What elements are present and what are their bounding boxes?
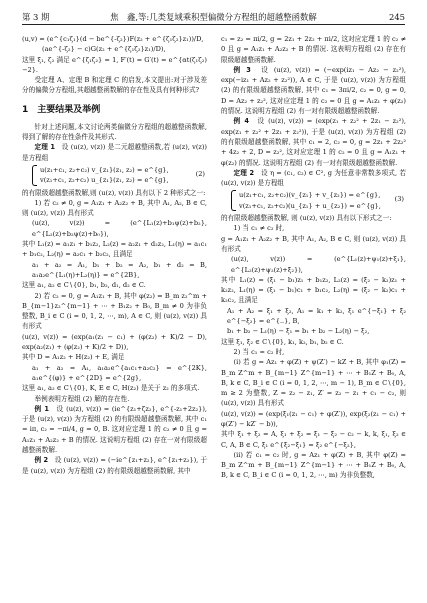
equation-2	[22, 164, 207, 187]
page-header	[22, 10, 405, 25]
equation-line: u(z₁+c₁, z₂+c₂)(v_{z₁} + v_{z₂}) = e^{g},	[239, 191, 381, 200]
theorem-1	[22, 142, 207, 163]
equation-line: u(z₁+c₁, z₂+c₂) v_{z₁}(z₁, z₂) = e^{g},	[40, 165, 169, 174]
equation-number: (2)	[195, 169, 205, 178]
paragraph: 举例表明方程组 (2) 解的存在性.	[34, 394, 130, 403]
example-1	[22, 404, 207, 455]
paragraph: 其中 L₁(z) = a₁z₁ + b₁z₂, L₂(z) = a₂z₁ + d₂z₂, L₁(η) = a₁c₁ + b₁c₂, L₂(η) = a₂c₁ + b₂c₂, 且满足	[22, 240, 207, 259]
formula-line: (u(z), v(z)) = (e^{L₁(z)+ψ₁(z)+ξ₁}, e^{L₂(z)+ψ₂(z)+ξ₂}),	[231, 255, 406, 274]
subcase-ii: (ii) 若 c₁ = c₂ 时, g = Az₁ + φ(Z) + B, 其中 φ(Z) = B_m Z^m + B_{m−1} Z^{m−1} + ⋯ + B₁Z + B₀, A, B, k ∈ C, B_i ∈ C (i = 0, 1, 2, ⋯, m) 为非负整数,	[221, 450, 406, 480]
case-1: 1) 若 c₂ ≠ 0, g = A₁z₁ + A₂z₂ + B, 其中 A₁, A₂, B ∈ C, 则 (u(z), v(z)) 具有形式	[22, 198, 207, 218]
case-2: 2) 若 c₂ = 0, g = A₁z₁ + B, 其中 φ(z₂) = B_m z₂^m + B_{m−1}z₂^{m−1} + ⋯ + B₁z₂ + B₀, B_m ≠ 0 为非负整数, B_i ∈ C (i = 0, 1, 2, ⋯, m), A ∈ C, 则 (u(z), v(z)) 具有形式	[22, 291, 207, 331]
equation-number: (3)	[394, 195, 404, 204]
right-column	[221, 34, 406, 481]
paragraph: 的有限级超越整函数解, 则 (u(z), v(z)) 具有以下形式之一:	[221, 214, 392, 223]
paragraph: 这里 a₁, a₂ ∈ C∖{0}, K, E ∈ C, H(z₂) 是关于 z₂ 的多项式.	[22, 384, 200, 393]
paragraph: 这里 ξ₁, ξ₂ ∈ C∖{0}, k₁, k₂, b₁, b₂ ∈ C.	[221, 337, 344, 346]
equation-system	[231, 190, 381, 211]
formula-line: b₁ + b₂ − L₁(η) − ξ₁ = b₁ + b₂ − L₂(η) − ξ₂,	[227, 327, 370, 336]
paragraph: 受定理 A、定理 B 和定理 C 的启发,本文提出:对于涉及差分的偏微分方程组,其超越整函数解的存在性及具有何种形式?	[22, 76, 207, 95]
paragraph: 其中 D = A₁z₂ + H(z₂) + E, 满足	[22, 353, 125, 362]
example-3	[221, 65, 406, 116]
example-2	[22, 455, 207, 476]
left-column	[22, 34, 207, 476]
formula-line: (u(z), v(z)) = (exp(a₁(z₁ − c₁) + (φ(z₂) + K)/2 − D), exp(a₂(z₁) + (φ(z₂) + K)/2 + D)),	[22, 332, 207, 352]
formula-line: (u,v) = (e^{c₁ζ₁}(d − be^{-ζ₂})F(z₂ + e^{ζ₁ζ₂}z₁))/D,	[22, 35, 204, 43]
example-4	[221, 116, 406, 167]
formula-line: (u(z), v(z)) = (e^{L₁(z)+b₁ψ(z)+b₂}, e^{L₂(z)+b₂ψ(z)+b₀}),	[32, 219, 207, 238]
equation-line: v(z₁+c₁, z₂+c₂)(u_{z₁} + u_{z₂}) = e^{g},	[239, 201, 381, 210]
theorem-2	[221, 168, 406, 189]
section-heading: 1 主要结果及举例	[22, 104, 101, 115]
example-label: 例 3	[233, 65, 251, 74]
case-2: 2) 当 c₁ = c₂ 时,	[233, 347, 285, 356]
issue-number: 第 3 期	[22, 12, 50, 22]
formula-line: 这里 ξ₁, ζ₂ 满足 e^{ζ₁ζ₂} = 1, F′(t) = G′(t) = e^{αt(ζ₁ζ₂)−2}.	[22, 55, 207, 74]
formula-line: A₁ + A₂ = ξ₁ + ξ₂, A₁ = k₁ + k₂, ξ₁ e^{−ξ₁} + ξ₂ e^{−ξ₂} = e^{..}, B,	[227, 306, 406, 326]
example-label: 例 2	[34, 456, 49, 465]
formula-line: a₁ + a₂ = A₁, b₁ + b₂ = A₂, b₁ + d₂ = B, a₁a₂e^{L₁(η)+L₂(η)} = e^{2B},	[32, 260, 207, 279]
paragraph: 针对上述问题,本文讨论两类偏微分方程组的超越整函数解,得到了解的存在性条件及其形式.	[22, 122, 207, 142]
brace-icon	[32, 165, 37, 186]
equation-line: v(z₁+c₁, z₂+c₂) u_{z₁}(z₁, z₂) = e^{g},	[40, 176, 169, 185]
theorem-text: 设 η = (c₁, c₂) ∈ C², g 为任意非常数多项式, 若 (u(z), v(z)) 是方程组	[221, 168, 407, 188]
equation-3	[221, 189, 406, 212]
page-number: 245	[389, 12, 405, 22]
case-1: 1) 当 c₁ ≠ c₂ 时,	[233, 224, 285, 233]
example-text: 设 (u(z), v(z)) = (ie^{z₁+ζz₂}, e^{-z₁+2z₂}), 于是 (u(z), v(z)) 为方程组 (2) 的有限级超越整函数解, 其中 c₁ = iπ, c₂ = −πi/4, g = 0, B. 这对应定理 1 的 c₂ ≠ 0 且 g = A₁z₁ + A₂z₂ + B 的情况. 这说明方程组 (2) 存在一对有限级超越整函数解.	[22, 404, 208, 454]
example-text: 设 (u(z), v(z)) = (−ie^{z₁+z₂}, e^{z₁+z₂}), 于是 (u(z), v(z)) 为方程组 (2) 的有限级超越整函数解, 其中	[22, 456, 207, 475]
formula-line: (ae^{-ζ₂} − c)G(z₂ + e^{ζ₁ζ₂}z₁)/D),	[42, 45, 166, 54]
theorem-label: 定理 1	[34, 143, 55, 152]
formula-line: a₁ + a₂ = A₁, a₁a₂e^{a₁c₁+a₂c₂} = e^{2K}, a₁e^{(φ)} + e^{2D} = e^{2g},	[32, 363, 207, 382]
paragraph: c₁ = z₂ = πi/2, g = 2z₁ + 2z₂ + πi/2, 这对应定理 1 的 c₂ ≠ 0 且 g = A₁z₁ + A₂z₂ + B 的情况. 这表明方程组 (2) 存在有限级超越整函数解.	[221, 35, 406, 64]
paragraph: 其中 L₁(z) = (ξ₁ − b₁)z₁ + b₁z₂, L₂(z) = (ξ₂ − k₂)z₁ + k₂z₂, L₁(η) = (ξ₁ − b₁)c₁ + b₁c₂, L₂(η) = (ξ₂ − k₂)c₁ + k₂c₂, 且满足	[221, 275, 406, 305]
brace-icon	[231, 190, 236, 211]
example-text: 设 (u(z), v(z)) = (exp(z₁ + z₂² + 2z₁ − z₂²), exp(z₁ + z₂² + 2z₁ + z₂²)), 于是 (u(z), v(z)) 为方程组 (2) 的有限级超越整函数解, 其中 c₁ = 2, c₂ = 0, g = 2z₁ + 2z₂² + 4z₂ + 2, D = z₂², 这对应定理 1 的 c₂ = 0 且 g = A₁z₁ + φ(z₂) 的情况. 这说明方程组 (2) 有一对有限级超越整函数解.	[221, 117, 406, 167]
example-label: 例 4	[233, 117, 249, 126]
equation-system	[32, 165, 169, 186]
theorem-label: 定理 2	[233, 168, 255, 177]
theorem-text: 设 (u(z), v(z)) 是二元超越整函数,若 (u(z), v(z)) 是方程组	[22, 143, 208, 162]
paragraph: g = A₁z₁ + A₂z₂ + B, 其中 A₁, A₂, B ∈ C, 则 (u(z), v(z)) 具有形式	[221, 234, 406, 253]
paragraph: 的有限级超越整函数解,则 (u(z), v(z)) 具有以下 2 种形式之一:	[22, 188, 206, 197]
subcase-i: (i) 若 g = Az₁ + φ(Z) + ψ(Z′) − kZ + B, 其中 φ₁(Z) = B_m Z^m + B_{m−1} Z^{m−1} + ⋯ + B₁Z + B₀, A, B, k ∈ C, B_i ∈ C (i = 0, 1, 2, ⋯, m − 1), B_m ∈ C∖{0}, m ≥ 2 为整数, Z = z₂ − z₁, Z′ = z₂ − z₁ + c₁ − c₂, 则 (u(z), v(z)) 具有形式	[221, 358, 406, 408]
example-text: 设 (u(z), v(z)) = (−exp(iz₁ − Az₂ − z₂²), exp(−iz₁ + Az₂ + z₂²)), A ∈ C, 于是 (u(z), v(z)) 为方程组 (2) 的有限级超越整函数解, 其中 c₁ = 3πi/2, c₂ = 0, g = 0, D = Az₂ + z₂², 这对应定理 1 的 c₂ = 0 且 g = A₁z₁ + φ(z₂) 的情况. 这说明方程组 (2) 有一对有限级超越整函数解.	[221, 65, 407, 116]
formula-line: (u(z), v(z)) = (exp(ξ₁(z₁ − c₁) + φ(Z′)), exp(ξ₂(z₁ − c₁) + φ(Z′) − kZ′ − b)),	[221, 409, 406, 428]
paragraph: 这里 a₁, a₂ ∈ C∖{0}, b₁, b₂, d₁, d₂ ∈ C.	[22, 281, 146, 290]
running-title: 焦 鑫,等:几类复域乘积型偏微分方程组的超越整函数解	[110, 12, 317, 22]
example-label: 例 1	[34, 404, 49, 413]
paragraph: 其中 ξ₁ + ξ₂ = A, ξ₁ + ξ₂ = ξ₁ − ξ₂ − c₂ − k, k, ξ₁, ξ₂ ∈ C, A, B ∈ C, ξ₁ e^{ξ₂−ξ₁} = ξ₂ e^{−ξ₂},	[221, 430, 406, 449]
